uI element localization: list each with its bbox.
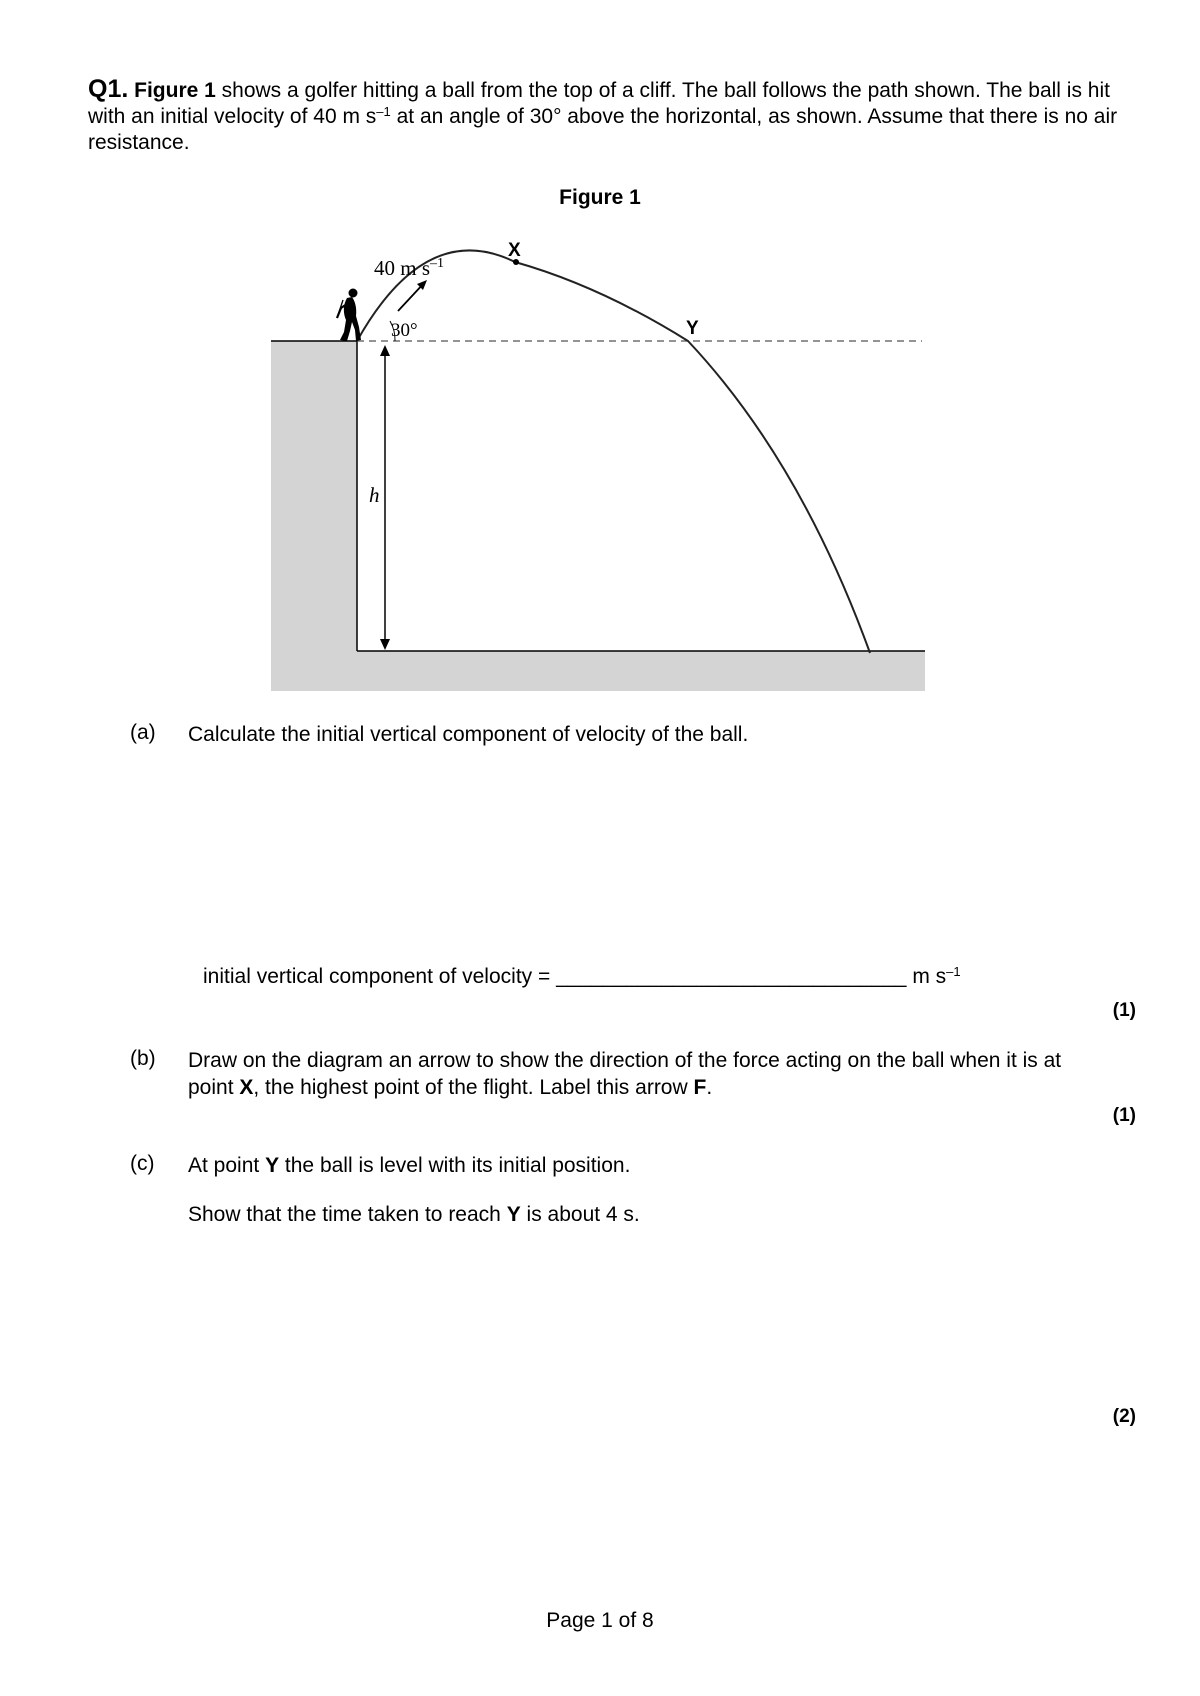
cliff-shape <box>271 341 925 691</box>
part-b-text-3: . <box>706 1076 713 1099</box>
part-a-label: (a) <box>130 721 156 744</box>
part-c-line-1 <box>188 1152 1088 1179</box>
intro-text-1: shows a golfer hitting a ball from the top of a cliff. The ball follows the path shown. The ball is hit with an initial velocity of 40 m s <box>88 79 1110 128</box>
question-number: Q1. <box>88 75 129 103</box>
answer-prompt: initial vertical component of velocity = <box>203 965 557 988</box>
answer-unit: m s <box>906 965 947 988</box>
part-b-text-1: Draw on the diagram an arrow to show the direction of the force acting on the ball when it is at point <box>188 1049 1062 1099</box>
figure-reference: Figure 1 <box>134 79 216 102</box>
part-b-marks: (1) <box>1112 1105 1136 1126</box>
ball-trajectory <box>357 250 870 653</box>
figure-title: Figure 1 <box>559 186 641 209</box>
part-b-point: X <box>239 1076 254 1099</box>
height-arrow-bottom-head <box>380 639 390 650</box>
golfer-icon <box>337 289 361 341</box>
part-b-text-2: , the highest point of the flight. Label this arrow <box>253 1076 694 1099</box>
intro-superscript: –1 <box>376 104 391 119</box>
point-y-label: Y <box>686 318 699 339</box>
part-c-line-2-point: Y <box>506 1203 521 1226</box>
part-a-text: Calculate the initial vertical component of velocity of the ball. <box>188 723 749 746</box>
velocity-label: 40 m $s^{-1}$ <box>374 256 445 280</box>
part-c-line-2-post: is about 4 s. <box>520 1203 640 1226</box>
page-footer: Page 1 of 8 <box>546 1609 654 1632</box>
answer-blank[interactable]: ______________________________ <box>556 965 907 988</box>
answer-unit-superscript: –1 <box>946 964 961 979</box>
part-a-answer-line <box>203 965 961 989</box>
part-c-line-2-pre: Show that the time taken to reach <box>188 1203 507 1226</box>
part-c-line-1-point: Y <box>265 1154 280 1177</box>
part-a-marks: (1) <box>1112 1000 1136 1021</box>
projectile-diagram <box>0 0 1200 720</box>
part-b-text <box>188 1047 1088 1101</box>
point-x-label: X <box>508 240 521 261</box>
part-c-label: (c) <box>130 1152 155 1175</box>
part-b-label: (b) <box>130 1047 156 1070</box>
part-c-line-2 <box>188 1201 1088 1228</box>
intro-text-2: at an angle of 30° above the horizontal, as shown. Assume that there is no air resistance. <box>88 105 1118 154</box>
part-c-line-1-post: the ball is level with its initial position. <box>279 1154 631 1177</box>
height-arrow-top-head <box>380 345 390 356</box>
part-c-line-1-pre: At point <box>188 1154 266 1177</box>
angle-label: 30° <box>391 320 418 341</box>
part-c-marks: (2) <box>1112 1406 1136 1427</box>
part-b-arrow-label: F <box>693 1076 707 1099</box>
height-label: h <box>369 483 380 507</box>
